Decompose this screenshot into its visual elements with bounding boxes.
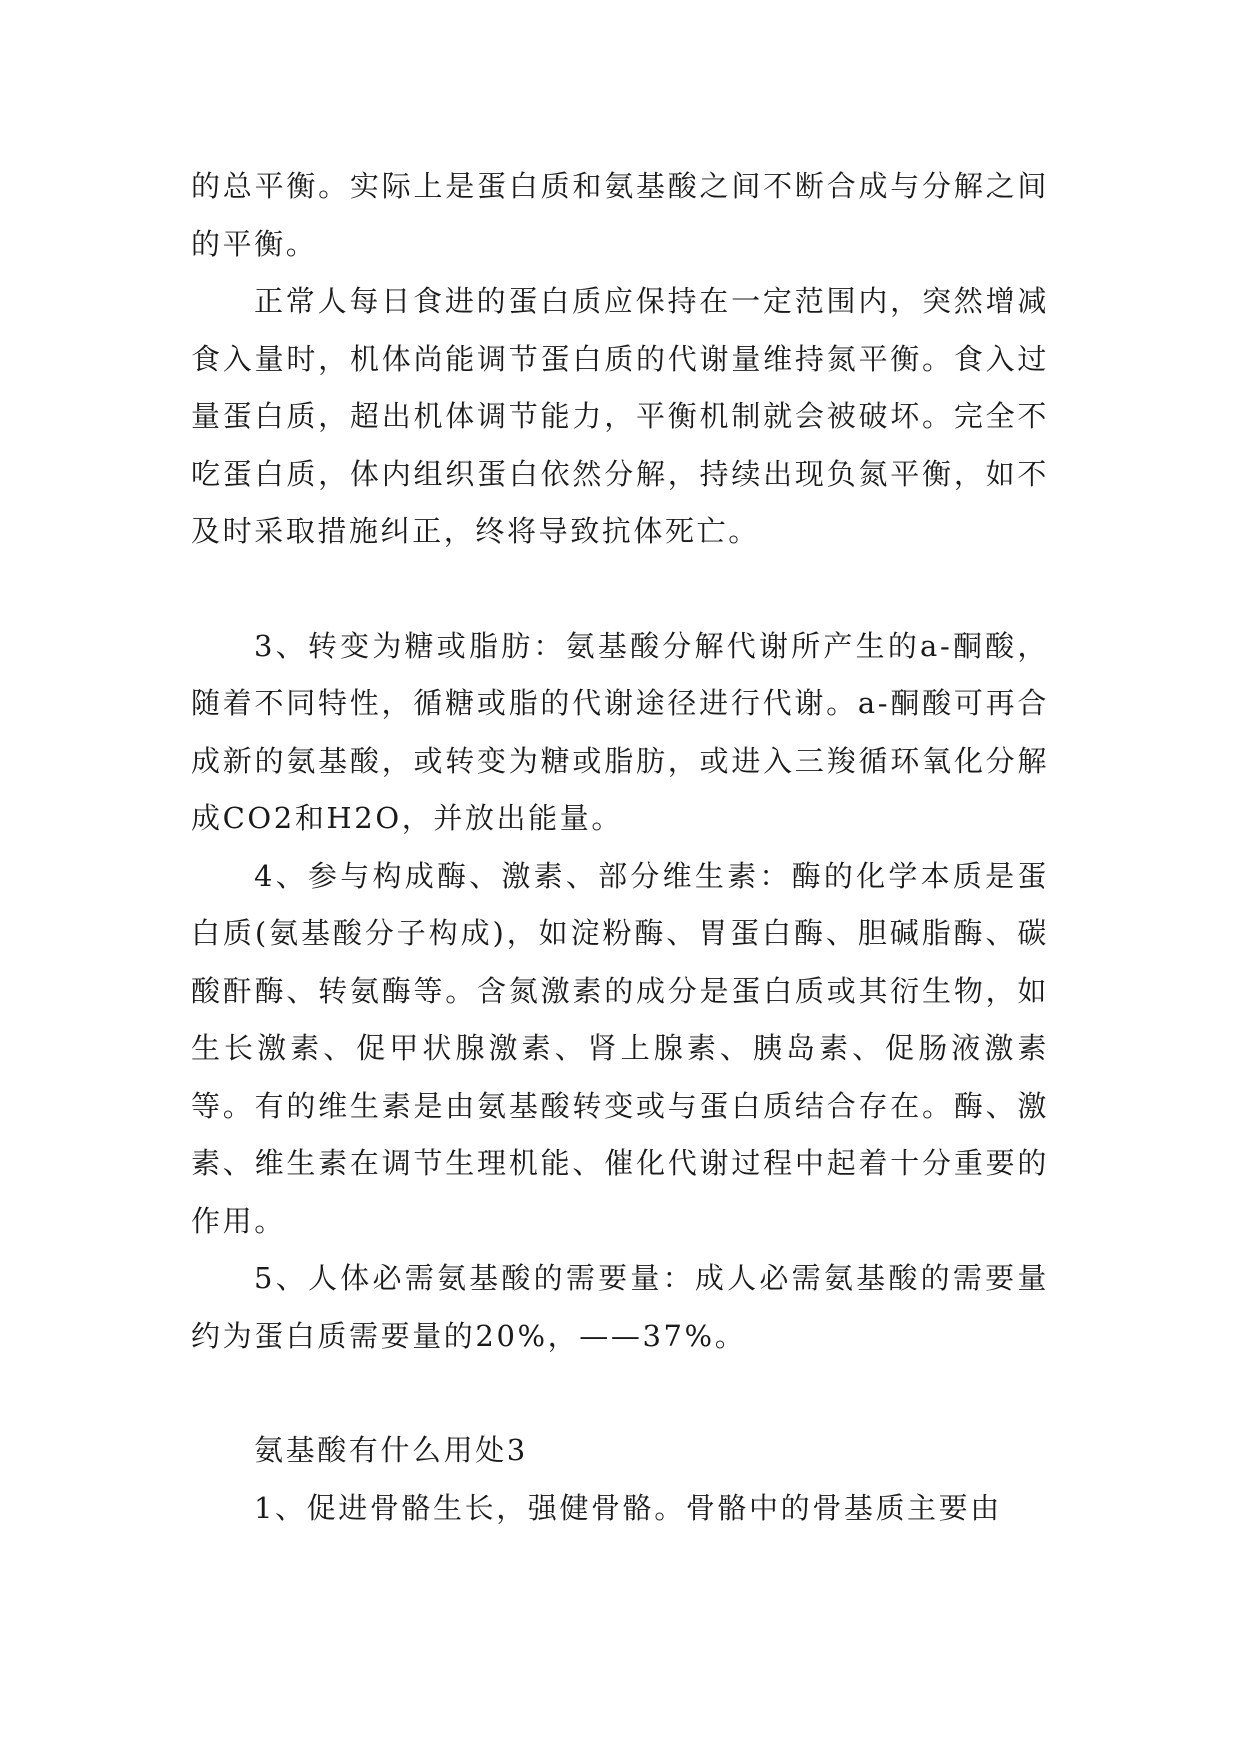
paragraph-bone-growth: 1、促进骨骼生长，强健骨骼。骨骼中的骨基质主要由 (254, 1490, 1002, 1525)
paragraph-spacer (191, 561, 1049, 618)
paragraph-spacer (191, 1365, 1049, 1422)
paragraph-enzymes-hormones: 4、参与构成酶、激素、部分维生素：酶的化学本质是蛋白质(氨基酸分子构成)，如淀粉酶、胃蛋白酶、胆碱脂酶、碳酸酐酶、转氨酶等。含氮激素的成分是蛋白质或其衍生物，如生长激素、促甲状腺激素、肾上腺素、胰岛素、促肠液激素等。有的维生素是由氨基酸转变或与蛋白质结合存在。酶、激素、维生素在调节生理机能、催化代谢过程中起着十分重要的作用。 (191, 858, 1049, 1238)
section-heading: 氨基酸有什么用处3 (254, 1433, 528, 1467)
paragraph-sugar-fat-conversion: 3、转变为糖或脂肪：氨基酸分解代谢所产生的a-酮酸，随着不同特性，循糖或脂的代谢途径进行代谢。a-酮酸可再合成新的氨基酸，或转变为糖或脂肪，或进入三羧循环氧化分解成CO2和H2O，并放出能量。 (191, 628, 1049, 835)
paragraph-protein-intake: 正常人每日食进的蛋白质应保持在一定范围内，突然增减食入量时，机体尚能调节蛋白质的代谢量维持氮平衡。食入过量蛋白质，超出机体调节能力，平衡机制就会被破坏。完全不吃蛋白质，体内组织蛋白依然分解，持续出现负氮平衡，如不及时采取措施纠正，终将导致抗体死亡。 (191, 284, 1049, 548)
paragraph-requirement: 5、人体必需氨基酸的需要量：成人必需氨基酸的需要量约为蛋白质需要量的20%，——37%。 (191, 1261, 1049, 1353)
paragraph-nitrogen-balance-end: 的总平衡。实际上是蛋白质和氨基酸之间不断合成与分解之间的平衡。 (191, 169, 1049, 261)
body-text (191, 158, 1049, 1537)
